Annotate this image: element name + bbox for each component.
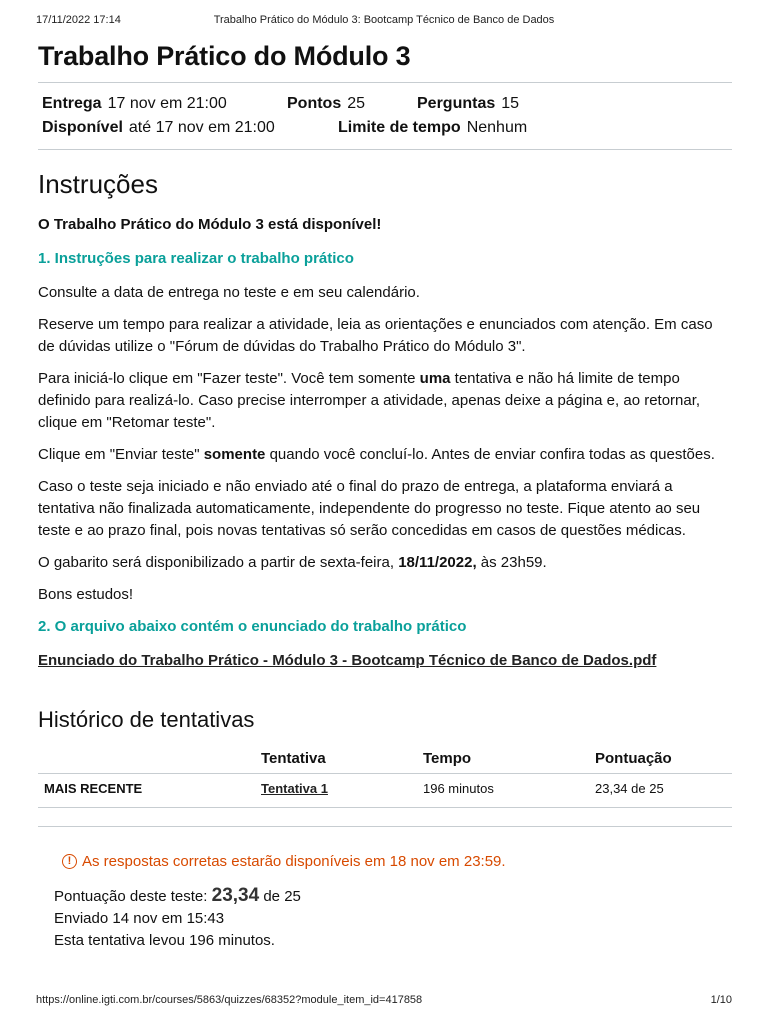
print-date: 17/11/2022 17:14 <box>36 14 121 26</box>
text-run: quando você concluí-lo. Antes de enviar confira todas as questões. <box>265 446 715 463</box>
instructions-body <box>38 214 732 672</box>
print-header <box>36 14 732 30</box>
most-recent-tag: MAIS RECENTE <box>38 774 255 808</box>
file-line <box>38 650 732 672</box>
instructions-paragraph: Bons estudos! <box>38 586 134 603</box>
instructions-paragraph: Caso o teste seja iniciado e não enviado até o final do prazo de entrega, a plataforma enviará a tentativa não finalizada automaticamente, independente do progresso no teste. Fique atento ao seu teste e ao prazo final, pois novas tentativas só serão concedidas em casos de questões médicas. <box>38 478 701 539</box>
questions-label: Perguntas <box>417 95 496 112</box>
attempt-summary <box>54 885 732 952</box>
table-row <box>38 774 732 808</box>
attempt-history-table <box>38 746 732 808</box>
time-cell: 196 minutos <box>417 774 589 808</box>
table-header-row <box>38 746 732 774</box>
instructions-subheading-2: 2. O arquivo abaixo contém o enunciado do trabalho prático <box>38 618 467 635</box>
available-detail <box>42 116 338 140</box>
quiz-details <box>38 83 732 149</box>
instructions-lead: O Trabalho Prático do Módulo 3 está disponível! <box>38 216 382 233</box>
print-footer <box>36 994 732 1010</box>
time-limit-detail <box>338 116 527 140</box>
text-run: O gabarito será disponibilizado a partir de sexta-feira, <box>38 554 399 571</box>
due-label: Entrega <box>42 95 102 112</box>
submitted-time: Enviado 14 nov em 15:43 <box>54 910 225 927</box>
score-label: Pontuação deste teste: <box>54 888 212 905</box>
instructions-paragraph <box>38 444 732 466</box>
column-header <box>38 746 255 774</box>
attempt-1-link[interactable]: Tentativa 1 <box>261 781 328 796</box>
attempt-cell <box>255 774 417 808</box>
due-value: 17 nov em 21:00 <box>107 95 227 112</box>
text-run: Clique em "Enviar teste" <box>38 446 204 463</box>
correct-answers-notice <box>62 853 732 870</box>
points-detail <box>287 92 417 116</box>
score-value: 23,34 <box>211 885 260 906</box>
statement-pdf-link[interactable]: Enunciado do Trabalho Prático - Módulo 3 - Bootcamp Técnico de Banco de Dados.pdf <box>38 652 657 669</box>
points-label: Pontos <box>287 95 342 112</box>
time-limit-label: Limite de tempo <box>338 119 461 136</box>
quiz-score <box>54 885 732 908</box>
due-detail <box>42 92 287 116</box>
points-value: 25 <box>347 95 366 112</box>
emphasis: somente <box>203 446 266 463</box>
questions-detail <box>417 92 519 116</box>
text-run: Para iniciá-lo clique em "Fazer teste". Você tem somente <box>38 370 420 387</box>
emphasis: 18/11/2022, <box>398 554 477 571</box>
print-doc-title: Trabalho Prático do Módulo 3: Bootcamp Técnico de Banco de Dados <box>213 14 555 26</box>
instructions-paragraph <box>38 368 732 434</box>
time-limit-value: Nenhum <box>466 119 528 136</box>
column-header-time: Tempo <box>417 746 589 774</box>
text-run: às 23h59. <box>476 554 547 571</box>
print-page-number: 1/10 <box>710 994 732 1006</box>
questions-value: 15 <box>501 95 520 112</box>
attempt-duration: Esta tentativa levou 196 minutos. <box>54 932 275 949</box>
available-value: até 17 nov em 21:00 <box>128 119 275 136</box>
divider <box>38 149 732 150</box>
print-url: https://online.igti.com.br/courses/5863/quizzes/68352?module_item_id=417858 <box>36 994 423 1006</box>
column-header-score: Pontuação <box>589 746 732 774</box>
instructions-heading: Instruções <box>38 169 158 199</box>
score-total: de 25 <box>259 888 301 905</box>
instructions-subheading-1: 1. Instruções para realizar o trabalho prático <box>38 250 354 267</box>
instructions-paragraph: Reserve um tempo para realizar a atividade, leia as orientações e enunciados com atenção. Em caso de dúvidas utilize o "Fórum de dúvidas do Trabalho Prático do Módulo 3". <box>38 316 713 355</box>
divider <box>38 826 732 827</box>
instructions-paragraph: Consulte a data de entrega no teste e em seu calendário. <box>38 284 420 301</box>
column-header-attempt: Tentativa <box>255 746 417 774</box>
available-label: Disponível <box>42 119 123 136</box>
quiz-page <box>38 40 732 952</box>
instructions-paragraph <box>38 552 732 574</box>
score-cell: 23,34 de 25 <box>589 774 732 808</box>
notice-text: As respostas corretas estarão disponíveis em 18 nov em 23:59. <box>82 853 506 870</box>
text-run: tentativa e não há limite de tempo definido para realizá-lo. Caso precise interromper a atividade, apenas deixe a página e, ao retornar, clique em "Retomar teste". <box>38 370 701 431</box>
attempt-history-heading: Histórico de tentativas <box>38 707 255 732</box>
emphasis: uma <box>419 370 451 387</box>
warning-icon: ! <box>62 854 77 869</box>
page-title: Trabalho Prático do Módulo 3 <box>38 41 411 71</box>
